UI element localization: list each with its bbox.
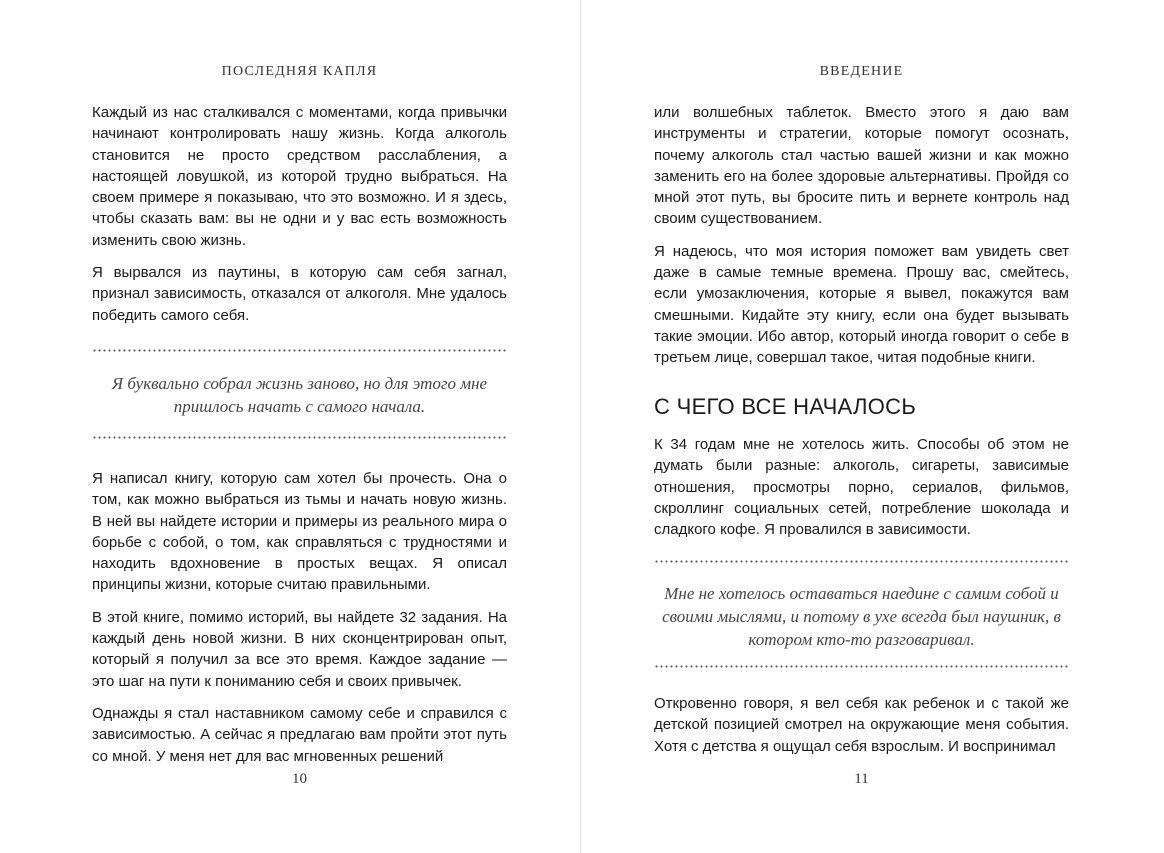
paragraph: или волшебных таблеток. Вместо этого я даю вам инструменты и стратегии, которые помогут осознать, почему алкоголь стал частью вашей жизни и как можно заменить его на более здоровые альтернативы. Пройдя со мной этот путь, вы бросите пить и вернете контроль над своим существованием.: [654, 104, 1069, 228]
dotted-divider: [654, 665, 1069, 668]
paragraph: В этой книге, помимо историй, вы найдете 32 задания. На каждый день новой жизни. В них сконцентрирован опыт, который я получил за все это время. Каждое задание — это шаг на пути к пониманию себя и своих привычек.: [92, 608, 507, 690]
right-top-text: [654, 102, 1069, 369]
page-number-left: 10: [292, 771, 307, 787]
paragraph: Однажды я стал наставником самому себе и справился с зависимостью. А сейчас я предлагаю вам пройти этот путь со мной. У меня нет для вас мгновенных решений: [92, 704, 507, 765]
page-number-right: 11: [854, 771, 869, 787]
dotted-divider: [92, 436, 507, 439]
paragraph: Я надеюсь, что моя история поможет вам увидеть свет даже в самые темные времена. Прошу вас, смейтесь, если умозаключения, которые я вывел, покажутся вам смешными. Кидайте эту книгу, если она будет вызывать такие эмоции. Ибо автор, который иногда говорит о себе в третьем лице, совершал такое, читая подобные книги.: [654, 242, 1069, 367]
paragraph: К 34 годам мне не хотелось жить. Способы об этом не думать были разные: алкоголь, сигареты, зависимые отношения, просмотры порно, сериалов, фильмов, скроллинг социальных сетей, потребление шоколада и сладкого кофе. Я провалился в зависимости.: [654, 436, 1069, 539]
running-head-right: ВВЕДЕНИЕ: [819, 64, 904, 79]
paragraph: Я вырвался из паутины, в которую сам себя загнал, признал зависимость, отказался от алкоголя. Мне удалось победить самого себя.: [92, 264, 507, 324]
paragraph: Я написал книгу, которую сам хотел бы прочесть. Она о том, как можно выбраться из тьмы и начать новую жизнь. В ней вы найдете истории и примеры из реального мира о борьбе с собой, о том, как справляться с трудностями и находить вдохновение в простых вещах. Я описал принципы жизни, которые считаю правильными.: [92, 470, 507, 594]
section-heading: С ЧЕГО ВСЕ НАЧАЛОСЬ: [654, 394, 917, 419]
pull-quote: Мне не хотелось оставаться наедине с самим собой и своими мыслями, и потому в ухе всегда был наушник, в котором кто-то разговаривал.: [662, 584, 1061, 649]
paragraph: Откровенно говоря, я вел себя как ребенок и с такой же детской позицией смотрел на окружающие меня события. Хотя с детства я ощущал себя взрослым. И воспринимал: [654, 695, 1069, 755]
left-bottom-text: [92, 468, 507, 767]
dotted-divider: [654, 560, 1069, 563]
right-page: [654, 0, 1069, 853]
right-bottom-text: [654, 693, 1069, 757]
pull-quote: Я буквально собрал жизнь заново, но для этого мне пришлось начать с самого начала.: [111, 374, 488, 416]
left-top-text: [92, 102, 507, 326]
dotted-divider: [92, 349, 507, 352]
paragraph: Каждый из нас сталкивался с моментами, когда привычки начинают контролировать нашу жизнь. Когда алкоголь становится не просто средством расслабления, а настоящей ловушкой, из которой трудно выбраться. На своем примере я показываю, что это возможно. И я здесь, чтобы сказать вам: вы не одни и у вас есть возможность изменить свою жизнь.: [92, 104, 507, 249]
running-head-left: ПОСЛЕДНЯЯ КАПЛЯ: [221, 64, 378, 79]
right-section-text: [654, 434, 1069, 540]
book-gutter: [580, 0, 581, 853]
left-page: [92, 0, 507, 853]
